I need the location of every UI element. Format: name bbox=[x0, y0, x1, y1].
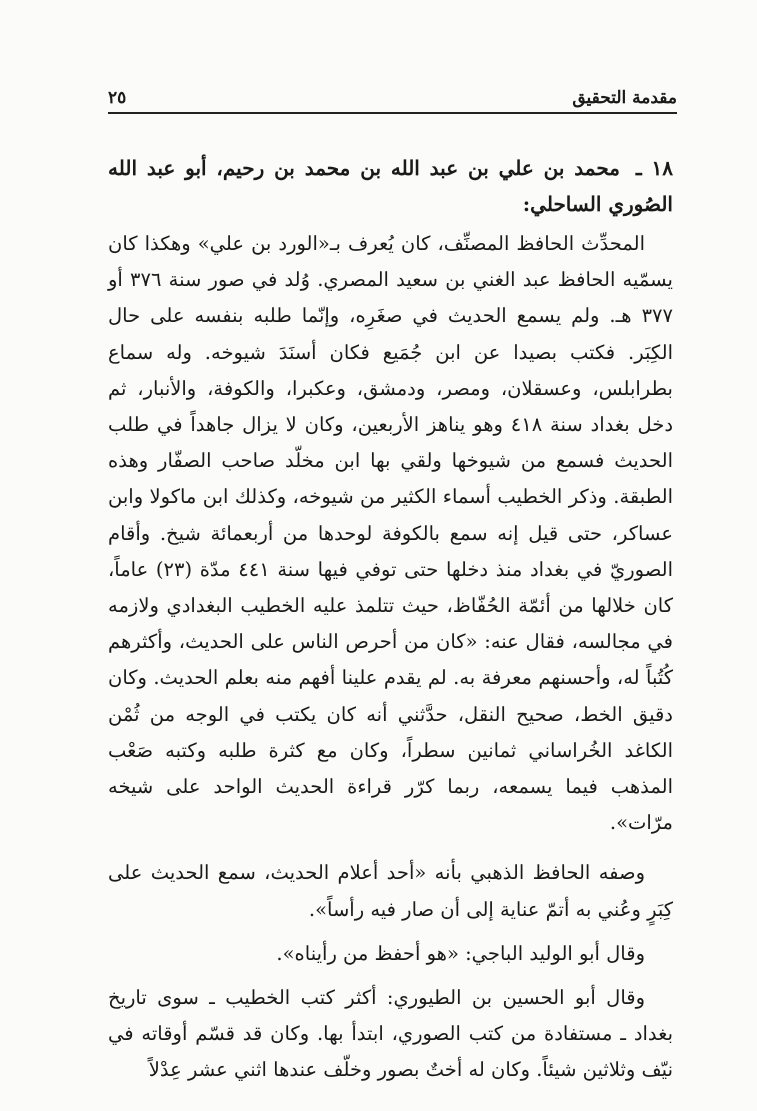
entry-heading bbox=[108, 150, 673, 222]
paragraph-dhahabi-quote: وصفه الحافظ الذهبي بأنه «أحد أعلام الحديث، سمع الحديث على كِبَرٍ وعُني به أتمّ عناية إلى أن صار فيه رأساً». bbox=[108, 861, 673, 921]
header-title: مقدمة التحقيق bbox=[572, 88, 677, 108]
entry-number: ١٨ ـ bbox=[635, 156, 674, 180]
paragraph-tuyuri-quote: وقال أبو الحسين بن الطيوري: أكثر كتب الخطيب ـ سوى تاريخ بغداد ـ مستفادة من كتب الصوري، ابتدأ بها. وكان قد قسّم أوقاته في نيّف وثلاثين شيئاً. وكان له أختٌ بصور وخلّف عندها اثني عشر عِدْلاً bbox=[108, 986, 673, 1082]
page-body bbox=[108, 150, 673, 1097]
paragraph-baji-quote: وقال أبو الوليد الباجي: «هو أحفظ من رأيناه». bbox=[276, 941, 645, 965]
header-rule bbox=[108, 112, 677, 114]
paragraph-biography: المحدِّث الحافظ المصنِّف، كان يُعرف بـ«الورد بن علي» وهكذا كان يسمّيه الحافظ عبد الغني بن سعيد المصري. وُلد في صور سنة ٣٧٦ أو ٣٧٧ هـ. ولم يسمع الحديث في صغَرِه، وإنّما طلبه بنفسه على حال الكِبَر. فكتب بصيدا عن ابن جُمَيع فكان أسنَدَ شيوخه. وله سماع بطرابلس، وعسقلان، ومصر، ودمشق، وعكبرا، والكوفة، والأنبار، ثم دخل بغداد سنة ٤١٨ وهو يناهز الأربعين، وكان لا يزال جاهداً في طلب الحديث فسمع من شيوخها ولقي بها ابن مخلّد صاحب الصفّار وهذه الطبقة. وذكر الخطيب أسماء الكثير من شيوخه، وكذلك ابن ماكولا وابن عساكر، حتى قيل إنه سمع بالكوفة لوحدها من أربعمائة شيخ. وأقام الصوريّ في بغداد منذ دخلها حتى توفي فيها سنة ٤٤١ مدّة (٢٣) عاماً، كان خلالها من أئمّة الحُفّاظ، حيث تتلمذ عليه الخطيب البغدادي ولازمه في مجالسه، فقال عنه: «كان من أحرص الناس على الحديث، وأكثرهم كُتُباً له، وأحسنهم معرفة به. لم يقدم علينا أفهم منه بعلم الحديث. وكان دقيق الخط، صحيح النقل، حدَّثني أنه كان يكتب في الوجه من ثُمْن الكاغد الخُراساني ثمانين سطراً، وكان مع كثرة طلبه وكتبه صَعْب المذهب فيما يسمعه، ربما كرّر قراءة الحديث الواحد على شيخه مرّات». bbox=[108, 232, 674, 835]
entry-name: محمد بن علي بن عبد الله بن محمد بن رحيم، أبو عبد الله الصُوري الساحلي: bbox=[108, 156, 673, 216]
page-number: ٢٥ bbox=[108, 88, 127, 108]
running-header bbox=[108, 88, 677, 110]
